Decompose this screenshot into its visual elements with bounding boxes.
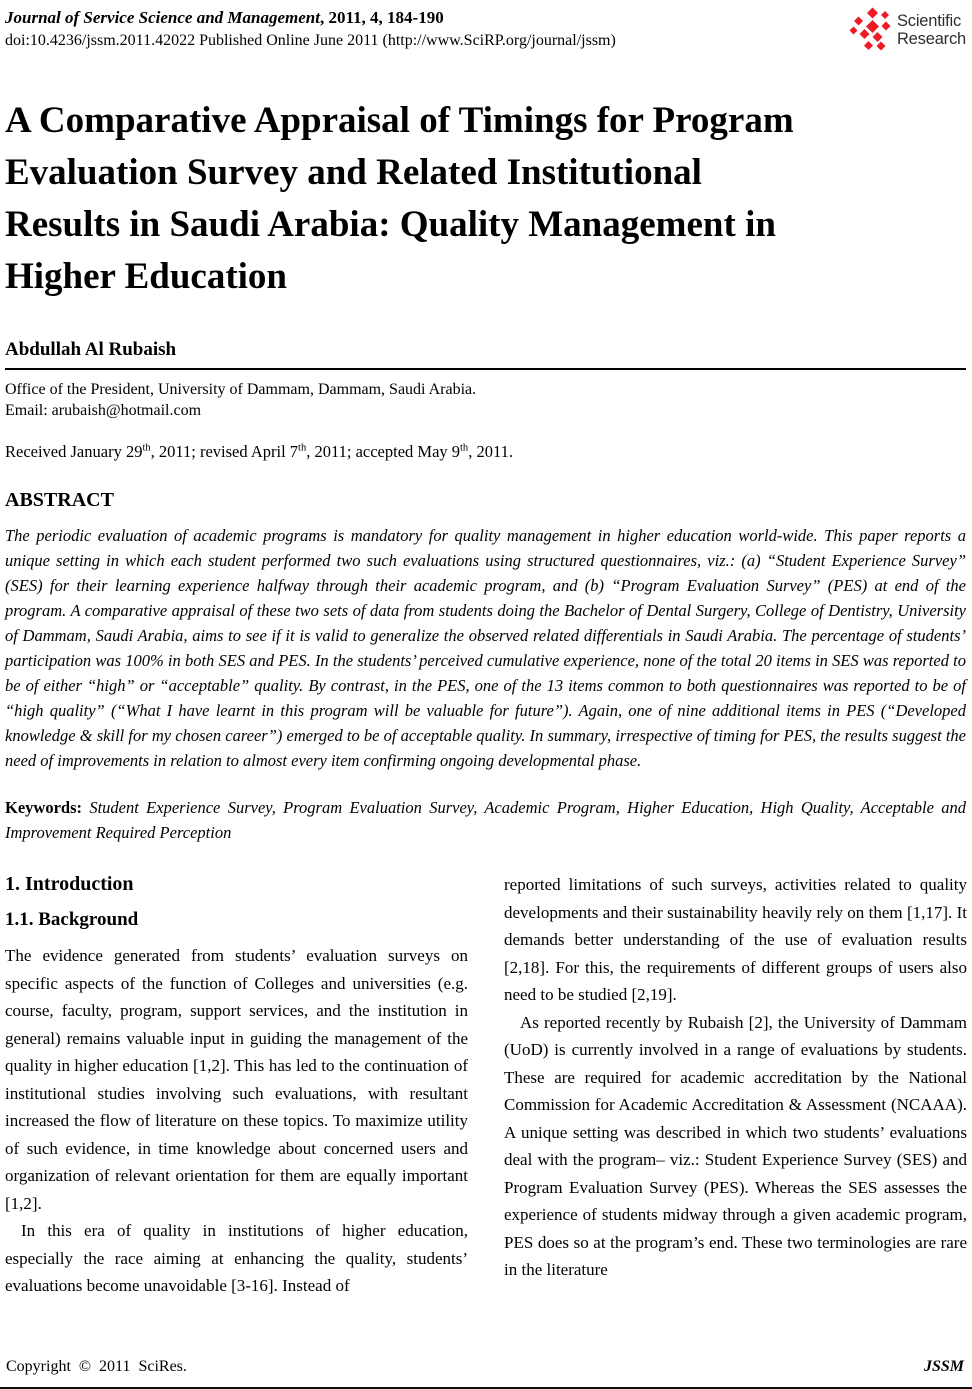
subsection-heading-background: 1.1. Background <box>5 909 139 930</box>
title-line-2: Evaluation Survey and Related Institutional <box>5 152 702 193</box>
affiliation: Office of the President, University of Dammam, Dammam, Saudi Arabia. <box>5 381 477 398</box>
received-part-3: , 2011; accepted May 9 <box>306 442 461 461</box>
paragraph: In this era of quality in institutions of higher education, especially the race aiming at enhancing the quality, students’ evaluations become unavoidable [3-16]. Instead of <box>5 1221 468 1295</box>
received-part-4: , 2011. <box>468 442 513 461</box>
journal-citation <box>5 7 616 28</box>
copyright-notice: Copyright © 2011 SciRes. <box>6 1358 187 1375</box>
body-columns <box>5 871 966 1300</box>
keywords-label: Keywords: <box>5 798 82 817</box>
section-heading-introduction: 1. Introduction <box>5 873 134 895</box>
left-column <box>5 871 468 1300</box>
title-line-1: A Comparative Appraisal of Timings for Program <box>5 100 794 141</box>
journal-abbrev: JSSM <box>923 1358 964 1375</box>
superscript-th: th <box>298 442 307 454</box>
scirp-diamonds-icon <box>849 7 892 53</box>
page-footer <box>6 1358 964 1376</box>
received-part-1: Received January 29 <box>5 442 143 461</box>
author-divider <box>5 368 966 370</box>
doi-line: doi:10.4236/jssm.2011.42022 Published Online June 2011 (http://www.SciRP.org/journal/jssm) <box>5 32 616 49</box>
keywords-line <box>5 795 966 845</box>
logo-text-line2: Research <box>896 29 966 48</box>
superscript-th: th <box>142 442 151 454</box>
article-title <box>5 95 966 303</box>
abstract-text: The periodic evaluation of academic programs is mandatory for quality management in higher education world-wide. This paper reports a unique setting in which each student performed two such evaluations using structured questionnaires, viz.: (a) “Student Experience Survey” (SES) for their learning experience halfway through their academic program, and (b) “Program Evaluation Survey” (PES) at end of the program. A comparative appraisal of these two sets of data from students doing the Bachelor of Dental Surgery, College of Dentistry, University of Dammam, Saudi Arabia, aims to see if it is valid to generalize the observed related differentials in Saudi Arabia. The percentage of students’ participation was 100% in both SES and PES. In the students’ perceived cumulative experience, none of the total 20 items in SES was reported to be of either “high” or “acceptable” quality. By contrast, in the PES, one of the 13 items common to both questionnaires was reported to be of “high quality” (“What I have learnt in this program will be valuable for future”). Again, one of nine additional items in PES (“Developed knowledge & skill for my chosen career”) emerged to be of acceptable quality. In summary, irrespective of timing for PES, the results suggest the need of improvements in relation to almost every item confirming ongoing developmental phase. <box>5 526 966 770</box>
logo-text <box>897 7 966 53</box>
received-line <box>5 442 966 462</box>
title-line-3: Results in Saudi Arabia: Quality Management in <box>5 204 776 245</box>
title-line-4: Higher Education <box>5 256 287 297</box>
paragraph: As reported recently by Rubaish [2], the University of Dammam (UoD) is currently involved in a range of evaluations by students. These are required for academic accreditation by the National Commission for Academic Accreditation & Assessment (NCAAA). A unique setting was described in which two students’ evaluations deal with the program– viz.: Student Experience Survey (SES) and Program Evaluation Survey (PES). Whereas the SES assesses the experience of students midway through a given academic program, PES does so at the program’s end. These two terminologies are rare in the literature <box>504 1012 967 1279</box>
scirp-logo <box>849 7 966 53</box>
right-column <box>504 871 967 1300</box>
logo-text-line1: Scientific <box>896 12 961 30</box>
paragraph: The evidence generated from students’ evaluation surveys on specific aspects of the function of Colleges and universities (e.g. course, faculty, program, support services, and the institution in general) remains valuable input in guiding the management of the quality in higher education [1,2]. This has led to the continuation of institutional studies involving such evaluations, with resultant increased the flow of literature on these topics. To maximize utility of such evidence, in time knowledge about concerned users and organization of relevant orientation for them are equally important [1,2]. <box>5 946 468 1213</box>
journal-name: Journal of Service Science and Management <box>5 8 320 27</box>
author-name: Abdullah Al Rubaish <box>5 339 177 360</box>
keywords-text: Student Experience Survey, Program Evaluation Survey, Academic Program, Higher Education, High Quality, Acceptable and Improvement Required Perception <box>5 798 967 842</box>
abstract-heading: ABSTRACT <box>5 489 114 511</box>
paragraph: reported limitations of such surveys, activities related to quality developments and their sustainability heavily rely on them [1,17]. It demands better understanding of the use of evaluation results [2,18]. For this, the requirements of different groups of users also need to be studied [2,19]. <box>504 875 967 1004</box>
journal-header <box>5 7 966 53</box>
journal-issue: , 2011, 4, 184-190 <box>319 8 444 27</box>
superscript-th: th <box>460 442 469 454</box>
received-part-2: , 2011; revised April 7 <box>150 442 299 461</box>
journal-info <box>5 7 616 51</box>
email-line: Email: arubaish@hotmail.com <box>5 402 202 419</box>
